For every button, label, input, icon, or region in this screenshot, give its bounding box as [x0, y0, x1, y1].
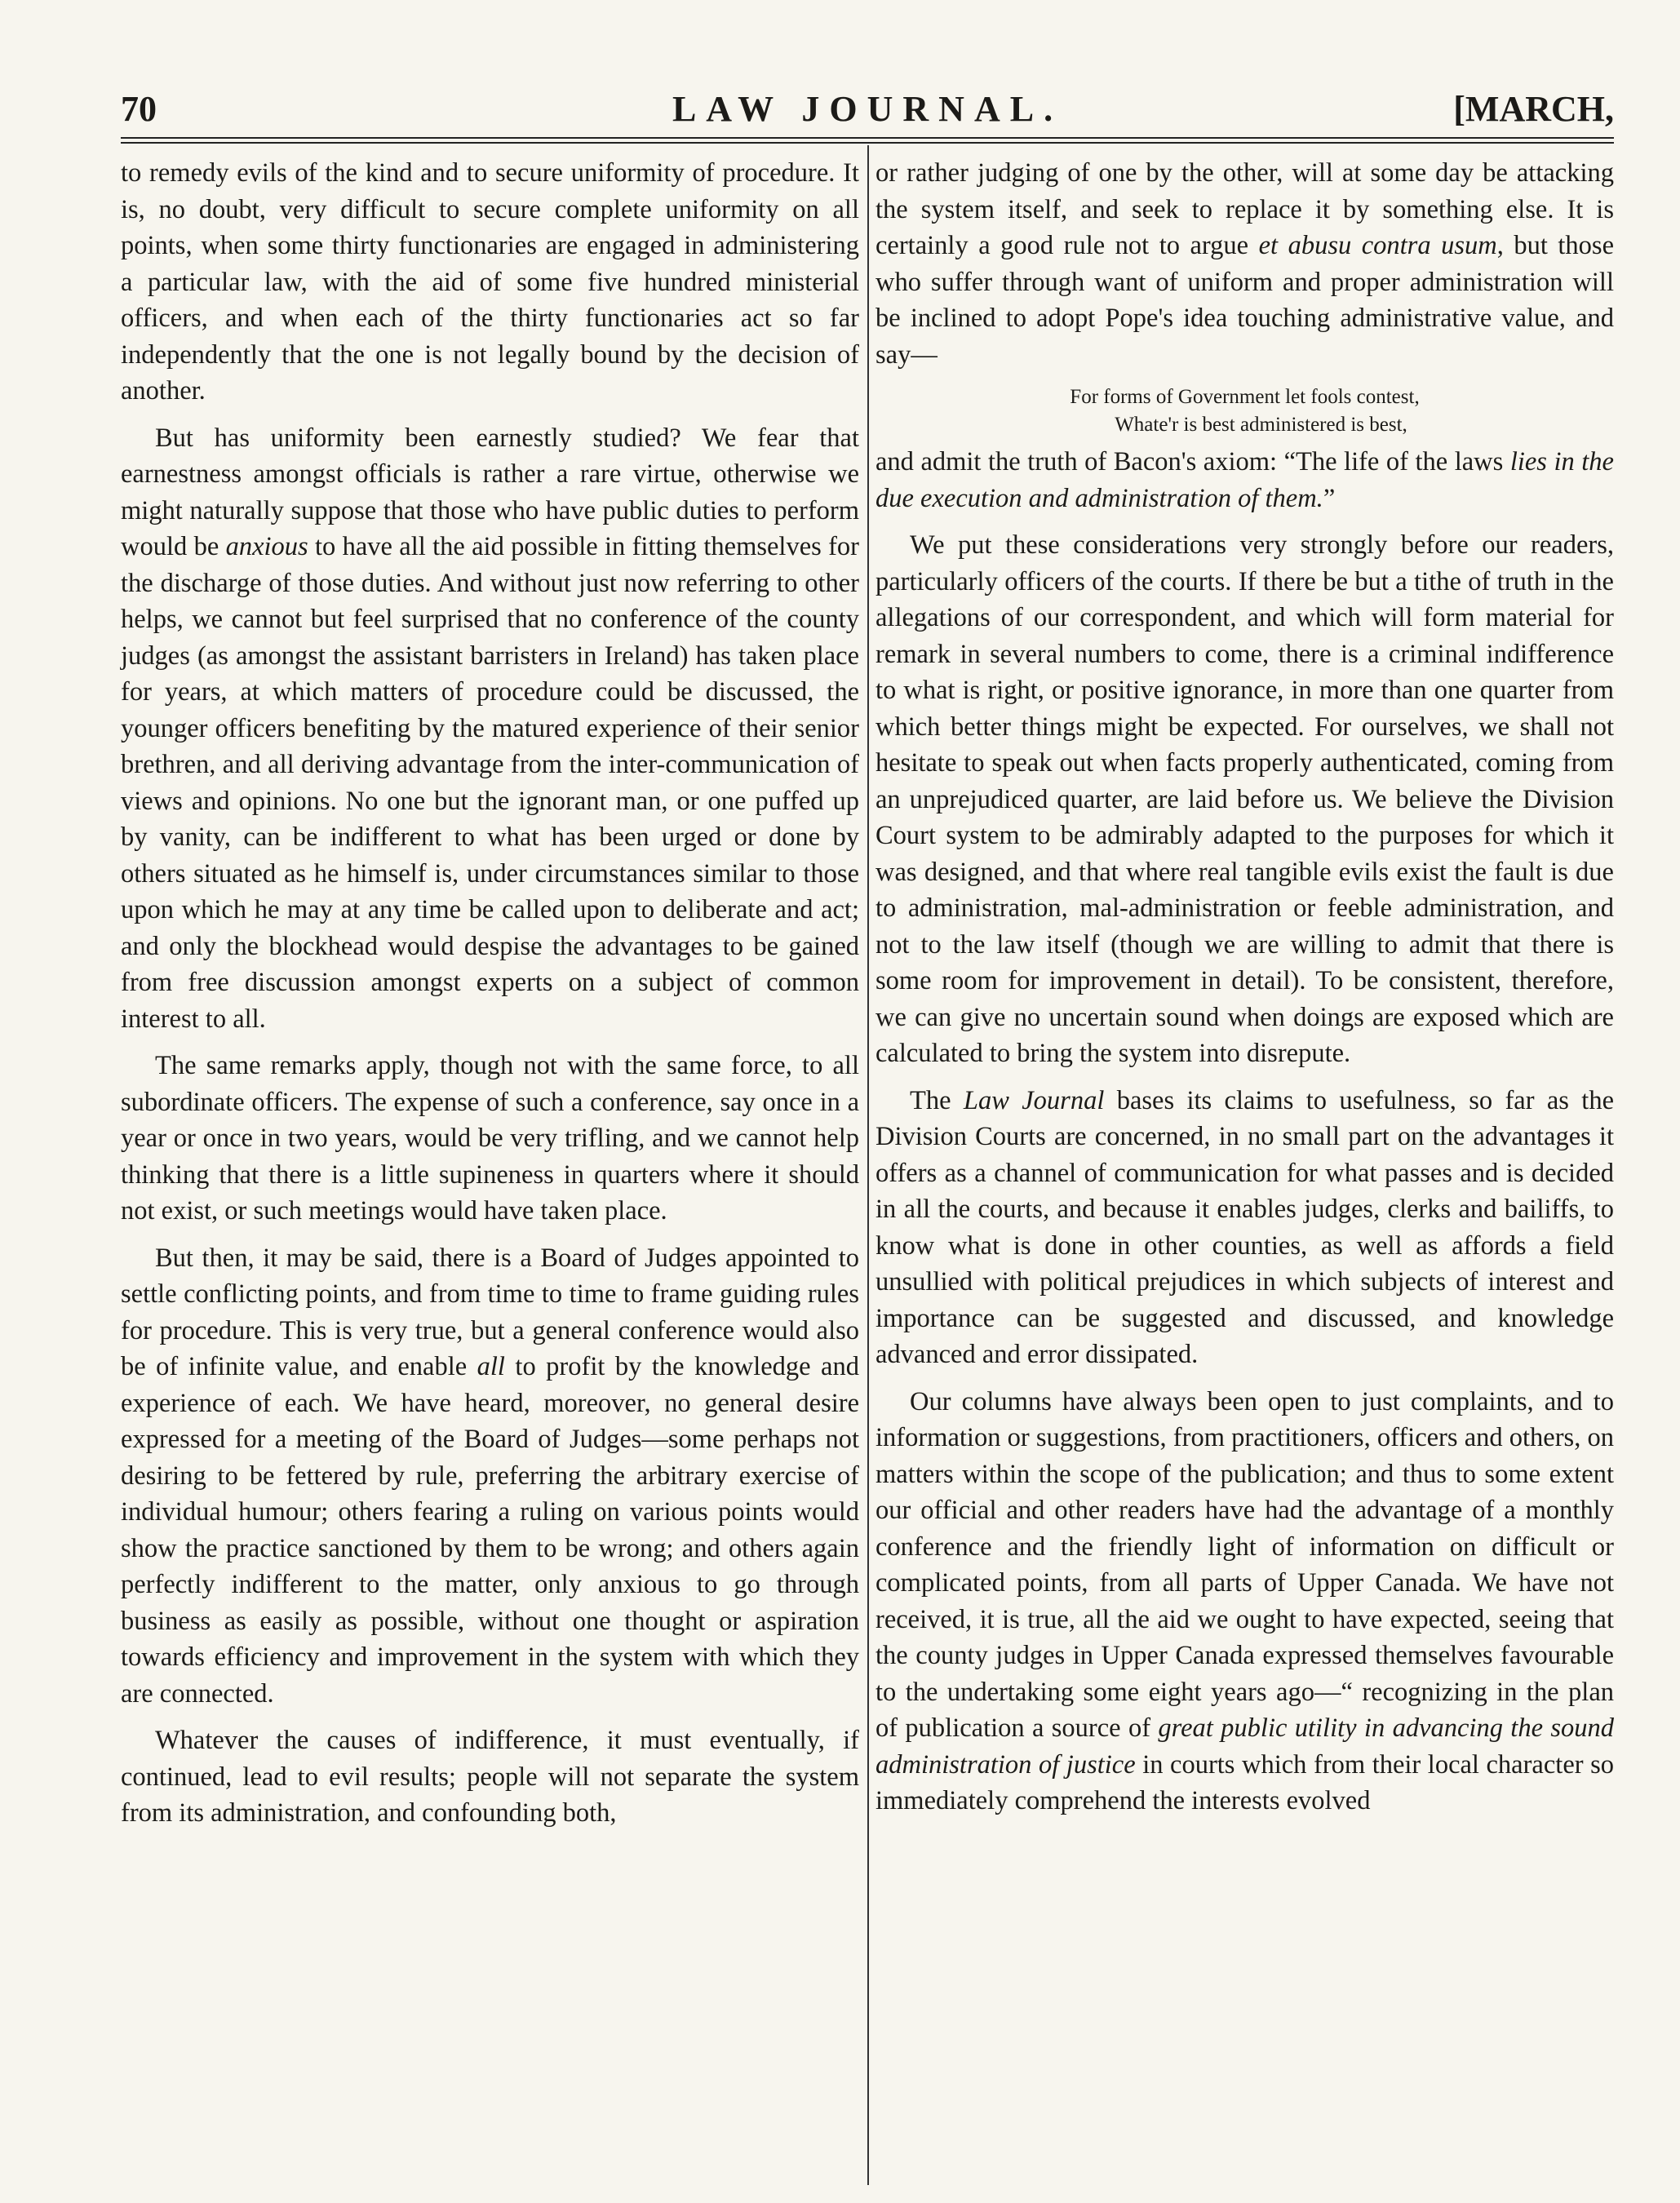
emphasis: great public utility in advancing the sound administration of justice: [875, 1713, 1615, 1780]
column-divider: [867, 145, 869, 2185]
running-header: [121, 88, 1614, 137]
issue-month: [MARCH,: [1453, 89, 1614, 129]
left-column: [121, 155, 859, 1842]
verse-line: For forms of Government let fools contest,: [1070, 386, 1420, 408]
paragraph: or rather judging of one by the other, will at some day be attacking the system itself, and seek to replace it by something else. It is certainly a good rule not to argue et abusu contra usum, but those who suffer through want of uniform and proper administration will be inclined to adopt Pope's idea touching administrative value, and say—: [875, 158, 1614, 370]
paragraph: The Law Journal bases its claims to usefulness, so far as the Division Courts are concerned, in no small part on the advantages it offers as a channel of communication for what passes and is decided in all the courts, and because it enables judges, clerks and bailiffs, to know what is done in other counties, as well as affords a field unsullied with political prejudices in which subjects of interest and importance can be suggested and discussed, and knowledge advanced and error dissipated.: [875, 1085, 1615, 1369]
paragraph: and admit the truth of Bacon's axiom: “The life of the laws lies in the due execution and administration of them.”: [875, 447, 1614, 513]
paragraph: But has uniformity been earnestly studied? We fear that earnestness amongst officials is rather a rare virtue, otherwise we might naturally suppose that those who have public duties to perform would be anxious to have all the aid possible in fitting themselves for the discharge of those duties. And without just now referring to other helps, we cannot but feel surprised that no conference of the county judges (as amongst the assistant barristers in Ireland) has taken place for years, at which matters of procedure could be discussed, the younger officers benefiting by the matured experience of their senior brethren, and all deriving advantage from the inter-communication of views and opinions. No one but the ignorant man, or one puffed up by vanity, can be indifferent to what has been urged or done by others situated as he himself is, under circumstances similar to those upon which he may at any time be called upon to deliberate and act; and only the blockhead would despise the advantages to be gained from free discussion amongst experts on a subject of common interest to all.: [121, 423, 859, 1034]
emphasis: all: [477, 1352, 505, 1381]
verse-quotation: [875, 383, 1614, 439]
paragraph: The same remarks apply, though not with the same force, to all subordinate officers. The expense of such a conference, say once in a year or once in two years, would be very trifling, and we cannot help thinking that there is a little supineness in quarters where it should not exist, or such meetings would have taken place.: [121, 1051, 859, 1226]
right-column: [875, 155, 1614, 1830]
page-number: 70: [121, 89, 157, 129]
emphasis: anxious: [225, 532, 308, 561]
paragraph: to remedy evils of the kind and to secure uniformity of procedure. It is, no doubt, very difficult to secure complete uniformity on all points, when some thirty functionaries are engaged in administering a particular law, with the aid of some five hundred ministerial officers, and when each of the thirty functionaries act so far independently that the one is not legally bound by the decision of another.: [121, 158, 859, 406]
emphasis: lies in the due execution and administration of them.: [875, 447, 1614, 513]
header-rule: [121, 137, 1614, 144]
journal-title: LAW JOURNAL.: [672, 89, 1063, 129]
emphasis: et abusu contra usum: [1258, 231, 1497, 260]
paragraph: Whatever the causes of indifference, it must eventually, if continued, lead to evil results; people will not separate the system from its administration, and confounding both,: [121, 1726, 859, 1828]
emphasis: Law Journal: [963, 1085, 1105, 1115]
paragraph: We put these considerations very strongly before our readers, particularly officers of the courts. If there be but a tithe of truth in the allegations of our correspondent, and which will form material for remark in several numbers to come, there is a criminal indifference to what is right, or positive ignorance, in more than one quarter from which better things might be expected. For ourselves, we shall not hesitate to speak out when facts properly authenticated, coming from an unprejudiced quarter, are laid before us. We believe the Division Court system to be admirably adapted to the purposes for which it was designed, and that where real tangible evils exist the fault is due to administration, mal-administration or feeble administration, and not to the law itself (though we are willing to admit that there is some room for improvement in detail). To be consistent, therefore, we can give no uncertain sound when doings are exposed which are calculated to bring the system into disrepute.: [875, 530, 1614, 1068]
paragraph: Our columns have always been open to just complaints, and to information or suggestions, from practitioners, officers and others, on matters within the scope of the publication; and thus to some extent our official and other readers have had the advantage of a monthly conference and the friendly light of information on difficult or complicated points, from all parts of Upper Canada. We have not received, it is true, all the aid we ought to have expected, seeing that the county judges in Upper Canada expressed themselves favourable to the undertaking some eight years ago—“ recognizing in the plan of publication a source of great public utility in advancing the sound administration of justice in courts which from their local character so immediately comprehend the interests evolved: [875, 1386, 1615, 1815]
paragraph: But then, it may be said, there is a Board of Judges appointed to settle conflicting points, and from time to time to frame guiding rules for procedure. This is very true, but a general conference would also be of infinite value, and enable all to profit by the knowledge and experience of each. We have heard, moreover, no general desire expressed for a meeting of the Board of Judges—some perhaps not desiring to be fettered by rule, preferring the arbitrary exercise of individual humour; others fearing a ruling on various points would show the practice sanctioned by them to be wrong; and others again perfectly indifferent to the matter, only anxious to go through business as easily as possible, without one thought or aspiration towards efficiency and improvement in the system with which they are connected.: [121, 1243, 859, 1709]
verse-line: Whate'r is best administered is best,: [1115, 414, 1407, 436]
